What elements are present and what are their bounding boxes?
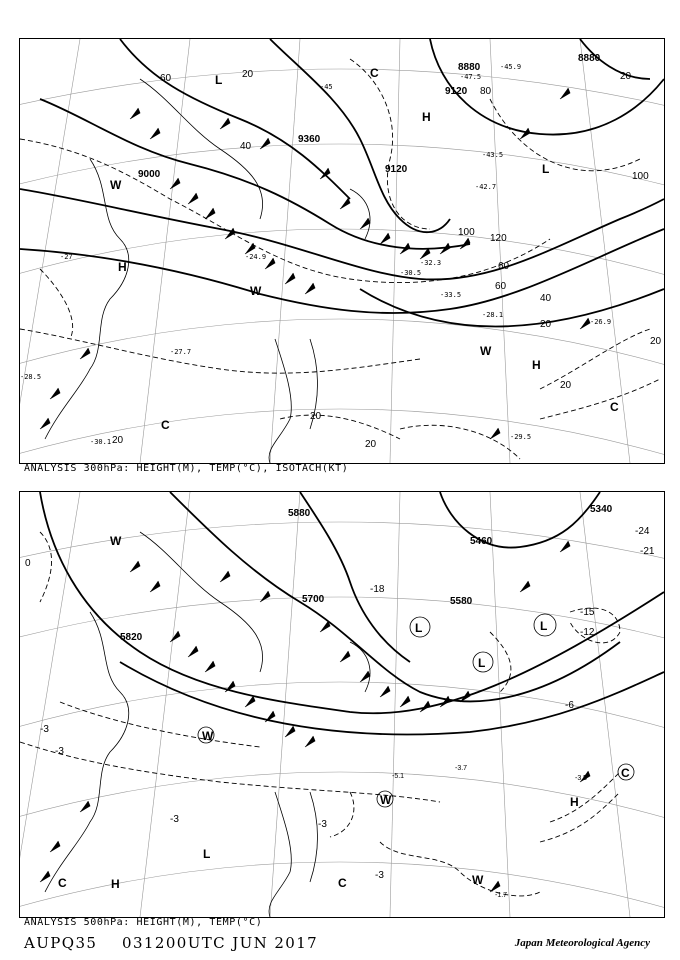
isotach-label: 20 bbox=[310, 411, 322, 422]
isotach-label: 60 bbox=[498, 261, 510, 272]
low-pressure-marker: L bbox=[540, 619, 548, 633]
temp-label: -45.9 bbox=[500, 63, 522, 71]
temp-label: -27.7 bbox=[170, 348, 192, 356]
isotach-label: 20 bbox=[540, 319, 552, 330]
temp-label: -5.1 bbox=[392, 773, 405, 780]
isotach-label: 20 bbox=[365, 439, 377, 450]
isotherms bbox=[20, 532, 620, 896]
isotach-label: 40 bbox=[540, 293, 552, 304]
temp-label: -33.5 bbox=[440, 291, 462, 299]
isotach-label: 20 bbox=[560, 380, 572, 391]
height-label: 9120 bbox=[385, 164, 408, 175]
height-label: 9360 bbox=[298, 134, 321, 145]
low-pressure-marker: L bbox=[478, 656, 486, 670]
chart-identifier bbox=[24, 934, 318, 952]
temp-label: -29.5 bbox=[510, 433, 532, 441]
height-label: 5460 bbox=[470, 536, 493, 547]
chart-code: AUPQ35 bbox=[24, 934, 98, 952]
warm-center-marker: W bbox=[250, 284, 262, 298]
height-contours bbox=[40, 492, 664, 734]
height-label: 5880 bbox=[288, 508, 311, 519]
isotach-label: 40 bbox=[240, 141, 252, 152]
analysis-300hpa-map bbox=[19, 38, 665, 464]
cold-center-marker: C bbox=[161, 418, 170, 432]
valid-time: 031200UTC JUN 2017 bbox=[122, 934, 319, 952]
temp-label: -43.5 bbox=[482, 151, 504, 159]
temp-label: -45 bbox=[320, 83, 333, 91]
isotach-label-group bbox=[112, 69, 662, 450]
height-label: 5820 bbox=[120, 632, 143, 643]
warm-center-marker: W bbox=[380, 793, 392, 807]
low-pressure-marker: L bbox=[542, 162, 550, 176]
temp-label: -26.9 bbox=[590, 318, 612, 326]
warm-center-marker: W bbox=[110, 178, 122, 192]
latlon-grid bbox=[20, 39, 664, 463]
cold-center-marker: C bbox=[610, 400, 619, 414]
high-pressure-marker: H bbox=[422, 110, 431, 124]
high-pressure-marker: H bbox=[111, 877, 120, 891]
coastlines bbox=[45, 79, 370, 463]
isotach-label: 60 bbox=[495, 281, 507, 292]
warm-center-marker: W bbox=[202, 729, 214, 743]
isotherm-label: -21 bbox=[640, 546, 655, 557]
agency-credit: Japan Meteorological Agency bbox=[514, 937, 650, 949]
isotherm-label: -6 bbox=[565, 700, 574, 711]
low-pressure-marker: L bbox=[203, 847, 211, 861]
temp-label: -47.5 bbox=[460, 73, 482, 81]
isotherm-label: -12 bbox=[580, 627, 595, 638]
isotach-label: 20 bbox=[620, 71, 632, 82]
temp-label: -30.5 bbox=[400, 269, 422, 277]
isotherm-label: 0 bbox=[25, 558, 31, 569]
height-label: 9120 bbox=[445, 86, 468, 97]
temp-label-group bbox=[25, 526, 655, 899]
temp-label: -3.5 bbox=[575, 775, 588, 782]
isotach-label: 80 bbox=[480, 86, 492, 97]
height-label: 8880 bbox=[578, 53, 601, 64]
warm-center-marker: W bbox=[472, 873, 484, 887]
high-pressure-marker: H bbox=[118, 260, 127, 274]
cold-center-marker: C bbox=[621, 766, 630, 780]
isotherm-label: -3 bbox=[170, 814, 179, 825]
isotherm-label: -3 bbox=[375, 870, 384, 881]
warm-center-marker: W bbox=[480, 344, 492, 358]
isotach-label: 120 bbox=[490, 233, 507, 244]
isotach-label: 100 bbox=[458, 227, 475, 238]
isotach-label: 20 bbox=[242, 69, 254, 80]
cold-center-marker: C bbox=[370, 66, 379, 80]
isotherm-label: -15 bbox=[580, 607, 595, 618]
height-label: 8880 bbox=[458, 62, 481, 73]
warm-center-marker: W bbox=[110, 534, 122, 548]
height-label: 5700 bbox=[302, 594, 325, 605]
map-300hpa-canvas bbox=[20, 39, 664, 463]
temp-label: -28.1 bbox=[482, 311, 504, 319]
temp-label: -28.5 bbox=[20, 373, 42, 381]
analysis-500hpa-map bbox=[19, 491, 665, 918]
temp-label: -32.3 bbox=[420, 259, 442, 267]
high-pressure-marker: H bbox=[532, 358, 541, 372]
height-label: 5340 bbox=[590, 504, 613, 515]
temp-label: -42.7 bbox=[475, 183, 497, 191]
isotherm-label: -3 bbox=[40, 724, 49, 735]
isotach-label: 100 bbox=[632, 171, 649, 182]
pressure-system-group bbox=[58, 534, 630, 891]
temp-label: -30.1 bbox=[90, 438, 112, 446]
high-pressure-marker: H bbox=[570, 795, 579, 809]
temp-label: -24.9 bbox=[245, 253, 267, 261]
isotach-label: 20 bbox=[112, 435, 124, 446]
map-500hpa-canvas bbox=[20, 492, 664, 917]
height-label-group bbox=[120, 504, 613, 643]
isotherm-label: -3 bbox=[55, 746, 64, 757]
temp-label: -3.7 bbox=[455, 765, 468, 772]
isotach-label: 20 bbox=[650, 336, 662, 347]
isotach-label: 60 bbox=[160, 73, 172, 84]
isotherm-label: -24 bbox=[635, 526, 650, 537]
caption-300hpa: ANALYSIS 300hPa: HEIGHT(M), TEMP(°C), ISOTACH(KT) bbox=[24, 463, 349, 474]
low-pressure-marker: L bbox=[415, 621, 423, 635]
height-label: 9000 bbox=[138, 169, 161, 180]
caption-500hpa: ANALYSIS 500hPa: HEIGHT(M), TEMP(°C) bbox=[24, 917, 263, 928]
temp-label: -27 bbox=[60, 253, 73, 261]
pressure-system-group bbox=[110, 66, 619, 432]
temp-label: -1.7 bbox=[495, 892, 508, 899]
isotherm-label: -3 bbox=[318, 819, 327, 830]
low-pressure-marker: L bbox=[215, 73, 223, 87]
cold-center-marker: C bbox=[338, 876, 347, 890]
height-label: 5580 bbox=[450, 596, 473, 607]
cold-center-marker: C bbox=[58, 876, 67, 890]
isotherm-label: -18 bbox=[370, 584, 385, 595]
